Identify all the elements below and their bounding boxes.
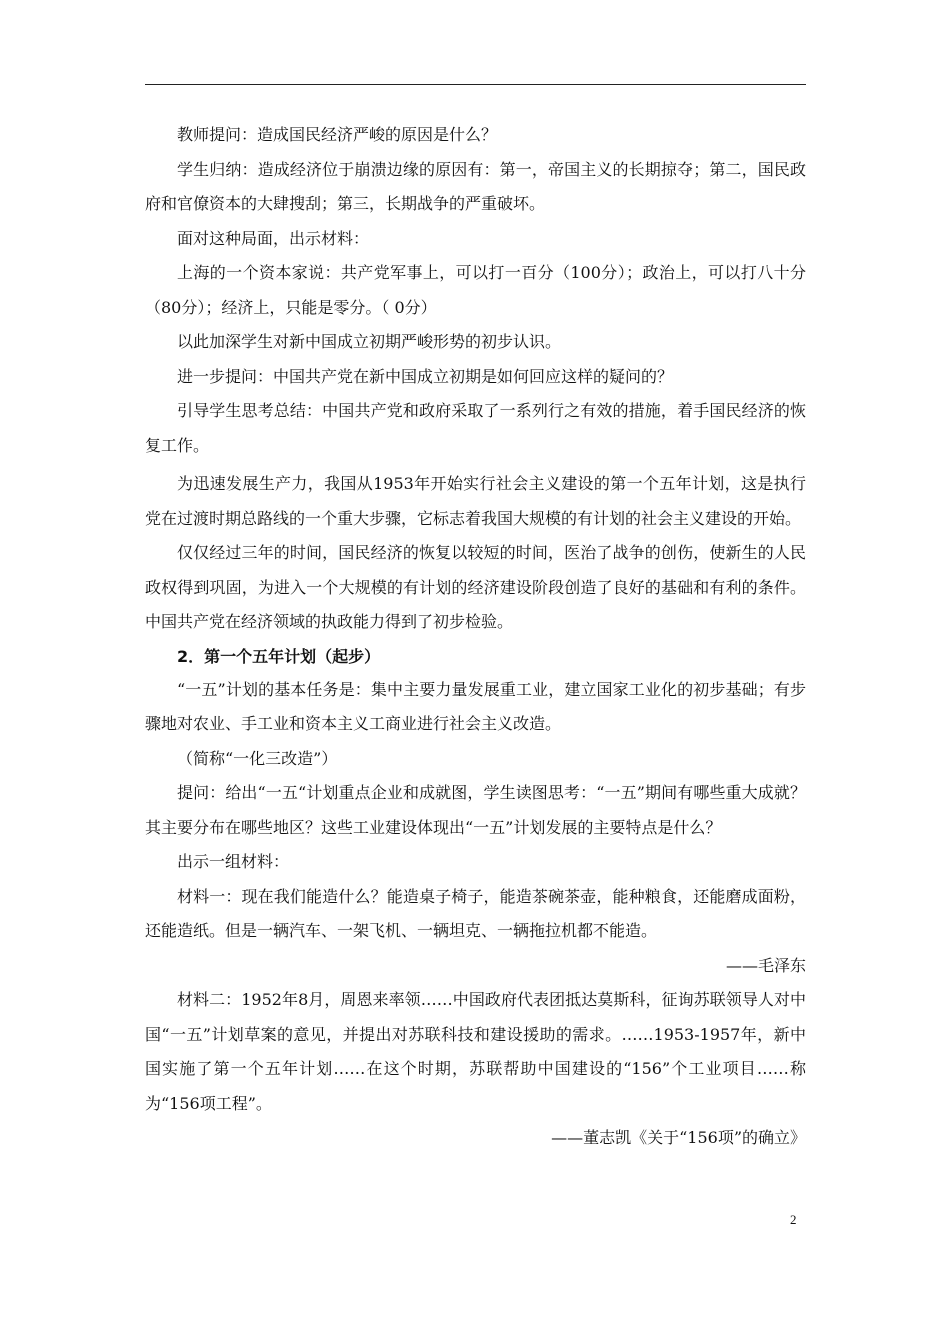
quote-source: ——董志凯《关于“156项”的确立》 bbox=[551, 1128, 806, 1147]
paragraph: 进一步提问：中国共产党在新中国成立初期是如何回应这样的疑问的？ bbox=[177, 366, 674, 386]
paragraph: （简称“一化三改造”） bbox=[177, 748, 338, 768]
paragraph: 上海的一个资本家说：共产党军事上，可以打一百分（100分）；政治上，可以打八十分（80分）；经济上，只能是零分。（ 0分） bbox=[145, 263, 806, 317]
paragraph: 教师提问：造成国民经济严峻的原因是什么？ bbox=[177, 125, 498, 144]
paragraph: 材料二：1952年8月，周恩来率领……中国政府代表团抵达莫斯科，征询苏联领导人对中国“一五”计划草案的意见，并提出对苏联科技和建设援助的需求。……1953-1957年，新中国实施了第一个五年计划……在这个时期，苏联帮助中国建设的“156”个工业项目……称为“156项工程”。 bbox=[145, 990, 806, 1113]
header-rule bbox=[145, 84, 806, 85]
paragraph: 提问：给出“一五“计划重点企业和成就图，学生读图思考：“一五”期间有哪些重大成就？其主要分布在哪些地区？这些工业建设体现出“一五”计划发展的主要特点是什么？ bbox=[145, 783, 806, 837]
page-number: 2 bbox=[790, 1212, 797, 1227]
paragraph: 面对这种局面，出示材料： bbox=[177, 228, 370, 248]
paragraph: 为迅速发展生产力，我国从1953年开始实行社会主义建设的第一个五年计划，这是执行党在过渡时期总路线的一个重大步骤，它标志着我国大规模的有计划的社会主义建设的开始。 bbox=[145, 474, 806, 528]
paragraph: 材料一：现在我们能造什么？能造桌子椅子，能造茶碗茶壶，能种粮食，还能磨成面粉，还能造纸。但是一辆汽车、一架飞机、一辆坦克、一辆拖拉机都不能造。 bbox=[145, 886, 806, 940]
paragraph: 引导学生思考总结：中国共产党和政府采取了一系列行之有效的措施，着手国民经济的恢复工作。 bbox=[145, 401, 806, 455]
paragraph: 出示一组材料： bbox=[177, 852, 290, 871]
paragraph: “一五”计划的基本任务是：集中主要力量发展重工业，建立国家工业化的初步基础；有步骤地对农业、手工业和资本主义工商业进行社会主义改造。 bbox=[145, 679, 806, 733]
quote-source: ——毛泽东 bbox=[725, 955, 806, 975]
paragraph: 学生归纳：造成经济位于崩溃边缘的原因有：第一，帝国主义的长期掠夺；第二，国民政府和官僚资本的大肆搜刮；第三，长期战争的严重破坏。 bbox=[145, 159, 806, 213]
paragraph: 以此加深学生对新中国成立初期严峻形势的初步认识。 bbox=[177, 332, 562, 351]
section-heading: 2．第一个五年计划（起步） bbox=[177, 646, 381, 666]
paragraph: 仅仅经过三年的时间，国民经济的恢复以较短的时间，医治了战争的创伤，使新生的人民政权得到巩固，为进入一个大规模的有计划的经济建设阶段创造了良好的基础和有利的条件。中国共产党在经济领域的执政能力得到了初步检验。 bbox=[145, 543, 806, 631]
document-body bbox=[145, 118, 806, 1156]
